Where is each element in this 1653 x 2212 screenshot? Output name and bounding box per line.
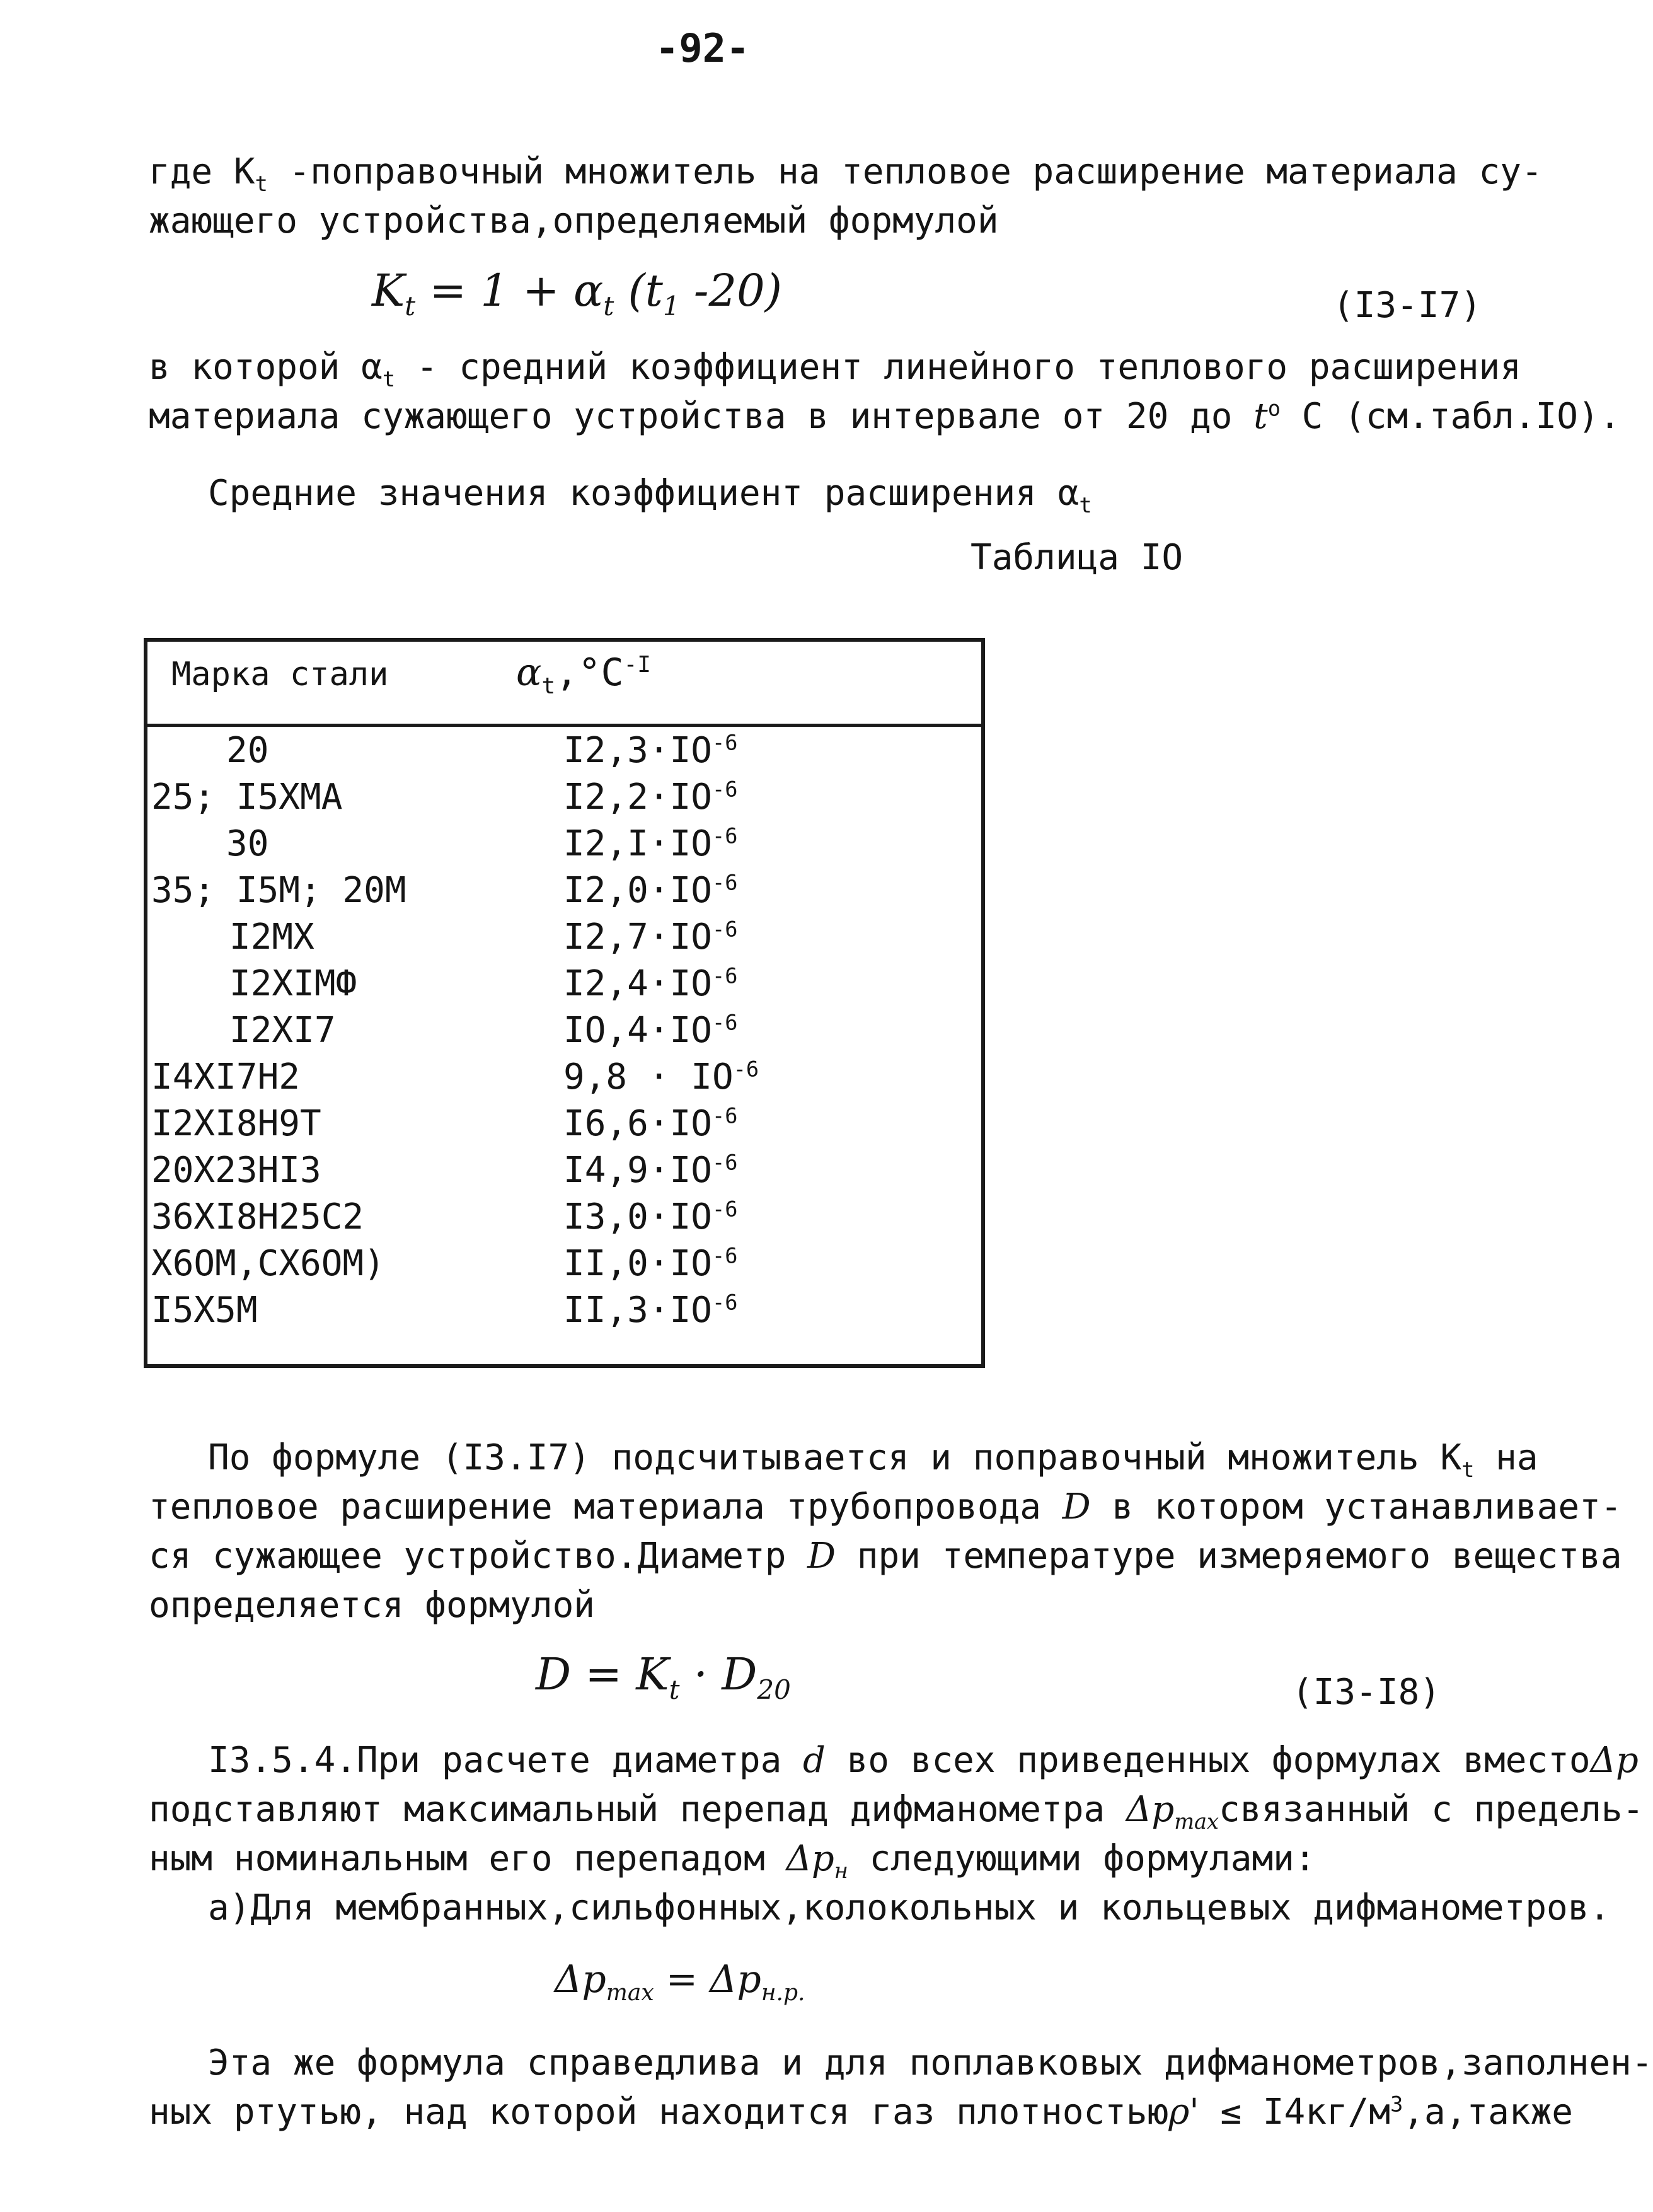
coefficient-value [563, 1150, 737, 1191]
text: тепловое расширение материала трубопровода [149, 1486, 1063, 1527]
eq-lhs: Δp [555, 1957, 606, 2001]
table-header-coefficient [516, 651, 651, 699]
coefficient-value [563, 963, 737, 1004]
text: ≤ I4кг/м [1199, 2092, 1391, 2133]
eq-part: = 1 + α [415, 265, 604, 316]
eq-sub: t [669, 1674, 680, 1705]
superscript: 3 [1390, 2092, 1403, 2117]
steel-grade: X6OM,CX6OM) [151, 1243, 385, 1284]
steel-grade: 30 [226, 823, 269, 864]
subscript: t [255, 171, 268, 197]
table-row [147, 730, 981, 777]
steel-grade: 20X23HI3 [151, 1150, 321, 1191]
text: ным номинальным его перепадом [149, 1838, 786, 1879]
exponent: -6 [712, 870, 738, 895]
subscript: t [541, 673, 556, 699]
coefficient-value [563, 823, 737, 864]
text: следующими формулами: [848, 1838, 1316, 1879]
eq-lhs: D [536, 1648, 572, 1700]
value: I2,4·IO [563, 963, 713, 1004]
eq-sub: н.р. [761, 1980, 805, 2006]
text: связанный с предель- [1218, 1789, 1644, 1830]
table-row [147, 870, 981, 917]
exponent: -6 [712, 917, 738, 942]
eq-sub: t [603, 291, 614, 321]
value: I2,7·IO [563, 917, 713, 958]
coefficient-value [563, 1103, 737, 1144]
table-row [147, 823, 981, 870]
paragraph-5-line-1: Эта же формула справедлива и для поплавковых дифманометров,заполнен- [208, 2042, 1653, 2083]
symbol-rho: ρ' [1168, 2092, 1199, 2133]
paragraph-3-line-1 [208, 1437, 1538, 1482]
table-row [147, 963, 981, 1010]
coefficient-value [563, 1290, 737, 1331]
equation-number-13-17: (I3-I7) [1333, 285, 1482, 326]
eq-lhs: K [372, 265, 405, 316]
equation-delta-p-max [555, 1957, 805, 2006]
value: I3,0·IO [563, 1196, 713, 1237]
subscript: t [1079, 493, 1092, 518]
exponent: -6 [712, 1103, 738, 1128]
table-row [147, 1057, 981, 1103]
table-row [147, 1290, 981, 1336]
value: I2,I·IO [563, 823, 713, 864]
paragraph-4-line-1 [208, 1740, 1639, 1781]
text: I3.5.4.При расчете диаметра [208, 1740, 803, 1781]
paragraph-2-line-1 [149, 347, 1521, 391]
value: I2,0·IO [563, 870, 713, 911]
text: в которой α [149, 347, 383, 388]
text: материала сужающего устройства в интервале от 20 до [149, 396, 1254, 437]
text: Средние значения коэффициент расширения α [208, 473, 1080, 514]
coefficient-value [563, 917, 737, 958]
exponent: -6 [712, 1196, 738, 1222]
steel-grade: I5X5M [151, 1290, 258, 1331]
equation-13-17 [372, 265, 782, 321]
steel-grade: I2MX [229, 917, 314, 958]
value: I2,2·IO [563, 777, 713, 818]
value: I2,3·IO [563, 730, 713, 771]
text: во всех приведенных формулах вместо [825, 1740, 1591, 1781]
table-row [147, 777, 981, 823]
text: - средний коэффициент линейного теплового расширения [395, 347, 1521, 388]
text: при температуре измеряемого вещества [836, 1536, 1622, 1577]
equation-13-18 [536, 1648, 791, 1705]
steel-grade: 36XI8H25C2 [151, 1196, 364, 1237]
coefficient-value [563, 1010, 737, 1051]
paragraph-2-line-2 [149, 396, 1620, 437]
subscript: max [1174, 1809, 1219, 1834]
exponent: -6 [712, 1150, 738, 1175]
exponent: -6 [712, 963, 738, 988]
steel-grade: 20 [226, 730, 269, 771]
text: подставляют максимальный перепад дифманометра [149, 1789, 1126, 1830]
eq-part: = K [571, 1648, 669, 1700]
value: 9,8 · IO [563, 1057, 734, 1097]
text: ных ртутью, над которой находится газ плотностью [149, 2092, 1169, 2133]
steel-coefficient-table [144, 638, 985, 1368]
eq-sub: t [405, 291, 416, 321]
exponent: -6 [712, 1290, 738, 1315]
steel-grade: 25; I5XMA [151, 777, 343, 818]
symbol-delta-p: Δp [1590, 1740, 1639, 1781]
symbol-D: D [807, 1536, 836, 1577]
eq-part: · D [679, 1648, 757, 1700]
table-row [147, 917, 981, 963]
text: где K [149, 151, 255, 192]
value: I6,6·IO [563, 1103, 713, 1144]
symbol-delta-p: Δp [786, 1838, 834, 1879]
steel-grade: I2XI7 [229, 1010, 336, 1051]
table-row [147, 1010, 981, 1057]
value: II,0·IO [563, 1243, 713, 1284]
table-header-divider [147, 724, 981, 727]
exponent: -6 [712, 730, 738, 755]
text: ,°C [555, 651, 624, 695]
symbol-t: t [1253, 396, 1268, 437]
alpha-symbol: α [516, 651, 542, 695]
equation-number-13-18: (I3-I8) [1292, 1672, 1441, 1713]
paragraph-4-line-3 [149, 1838, 1316, 1883]
eq-sub: 1 [662, 291, 680, 321]
table-caption [208, 473, 1092, 518]
paragraph-5-line-2 [149, 2092, 1573, 2133]
superscript: -I [623, 652, 651, 678]
eq-sub: 20 [757, 1674, 791, 1705]
table-label: Таблица IO [970, 537, 1184, 578]
paragraph-4-line-4: а)Для мембранных,сильфонных,колокольных и кольцевых дифманометров. [208, 1887, 1611, 1928]
paragraph-1-line-2: жающего устройства,определяемый формулой [149, 200, 999, 241]
paragraph-3-line-2 [149, 1486, 1622, 1527]
coefficient-value [563, 777, 737, 818]
subscript: t [382, 367, 396, 392]
value: II,3·IO [563, 1290, 713, 1331]
coefficient-value [563, 870, 737, 911]
symbol-d: d [803, 1740, 826, 1781]
subscript: t [1461, 1457, 1475, 1483]
coefficient-value [563, 730, 737, 771]
subscript: н [834, 1858, 848, 1884]
page-number: -92- [655, 25, 750, 71]
exponent: -6 [712, 823, 738, 848]
text: С (см.табл.IO). [1280, 396, 1621, 437]
table-row [147, 1150, 981, 1196]
steel-grade: I4XI7H2 [151, 1057, 301, 1097]
steel-grade: I2XI8H9T [151, 1103, 321, 1144]
steel-grade: 35; I5M; 20M [151, 870, 406, 911]
exponent: -6 [712, 1010, 738, 1035]
superscript: o [1267, 396, 1281, 421]
text: По формуле (I3.I7) подсчитывается и поправочный множитель K [208, 1437, 1462, 1478]
paragraph-4-line-2 [149, 1789, 1644, 1834]
text: -поправочный множитель на тепловое расширение материала су- [267, 151, 1543, 192]
value: I4,9·IO [563, 1150, 713, 1191]
coefficient-value [563, 1243, 737, 1284]
table-row [147, 1196, 981, 1243]
eq-sub: max [606, 1980, 654, 2006]
paragraph-3-line-4: определяется формулой [149, 1585, 596, 1626]
table-header-grade: Марка стали [171, 656, 389, 693]
paragraph-3-line-3 [149, 1536, 1622, 1577]
symbol-delta-p: Δp [1126, 1789, 1175, 1830]
table-row [147, 1243, 981, 1290]
eq-part: -20) [679, 265, 782, 316]
eq-part: (t [614, 265, 663, 316]
exponent: -6 [733, 1057, 759, 1082]
coefficient-value [563, 1057, 759, 1097]
symbol-D: D [1062, 1486, 1091, 1527]
coefficient-value [563, 1196, 737, 1237]
eq-part: = Δp [654, 1957, 761, 2001]
text: ся сужающее устройство.Диаметр [149, 1536, 808, 1577]
value: IO,4·IO [563, 1010, 713, 1051]
text: на [1474, 1437, 1538, 1478]
table-row [147, 1103, 981, 1150]
exponent: -6 [712, 1243, 738, 1268]
exponent: -6 [712, 777, 738, 802]
steel-grade: I2XIMФ [229, 963, 357, 1004]
paragraph-1-line-1 [149, 151, 1543, 196]
text: ,а,также [1403, 2092, 1574, 2133]
text: в котором устанавливает- [1090, 1486, 1622, 1527]
